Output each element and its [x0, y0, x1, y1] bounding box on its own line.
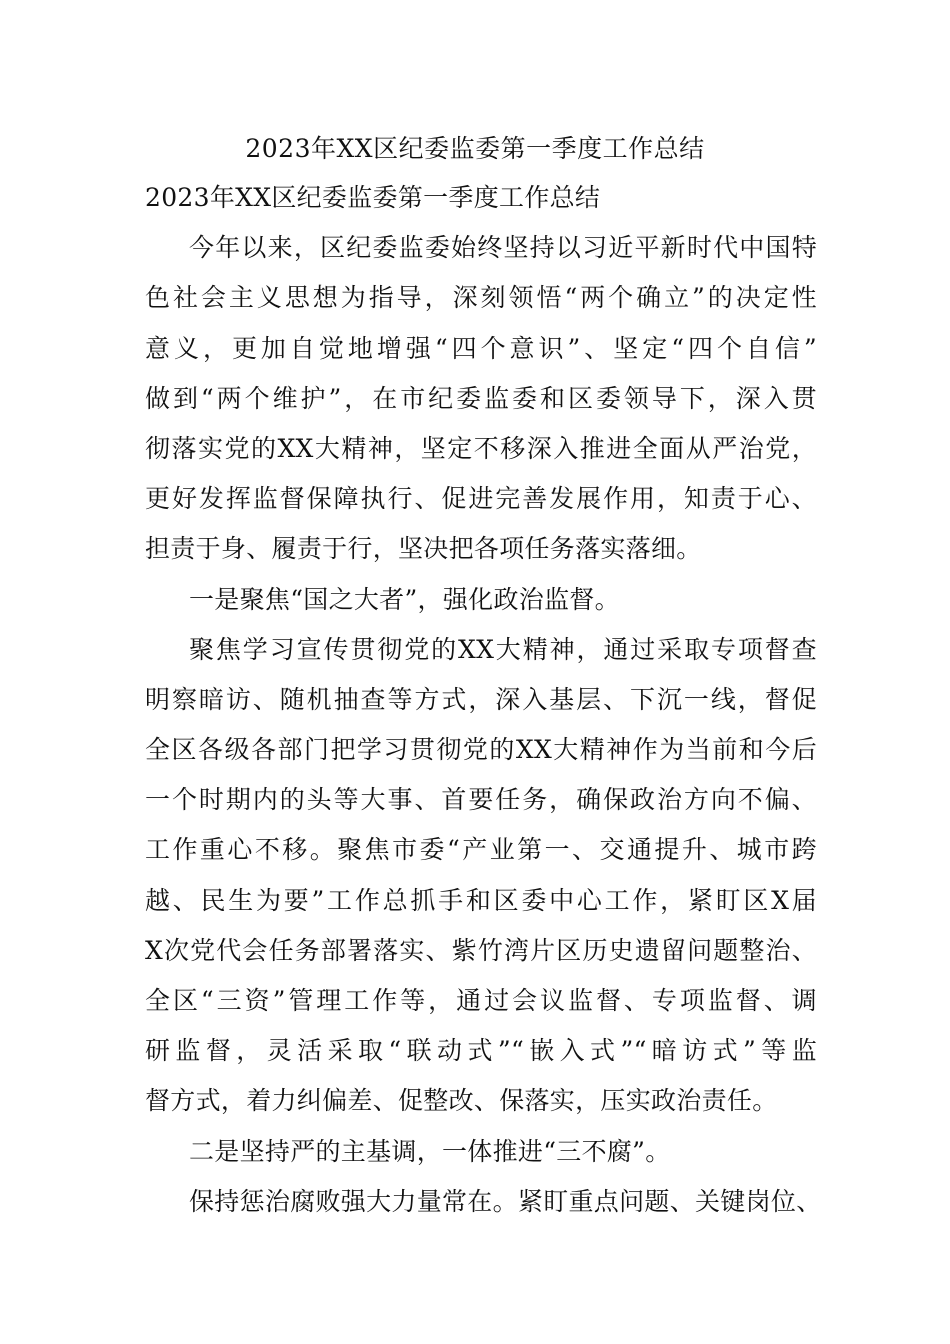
- paragraph-line: 更好发挥监督保障执行、促进完善发展作用，知责于心、: [145, 484, 817, 514]
- paragraph-line: X次党代会任务部署落实、紫竹湾片区历史遗留问题整治、: [145, 935, 817, 965]
- paragraph-line: 聚焦学习宣传贯彻党的XX大精神，通过采取专项督查: [189, 634, 817, 664]
- paragraph-line: 今年以来，区纪委监委始终坚持以习近平新时代中国特: [189, 233, 817, 263]
- paragraph-line: 研监督，灵活采取“联动式”“嵌入式”“暗访式”等监: [145, 1036, 817, 1066]
- paragraph-line: 一个时期内的头等大事、首要任务，确保政治方向不偏、: [145, 785, 817, 815]
- paragraph-line: 意义，更加自觉地增强“四个意识”、坚定“四个自信”: [145, 333, 817, 363]
- section-heading: 一是聚焦“国之大者”，强化政治监督。: [189, 584, 620, 614]
- section-heading: 二是坚持严的主基调，一体推进“三不腐”。: [189, 1136, 671, 1166]
- paragraph-line: 色社会主义思想为指导，深刻领悟“两个确立”的决定性: [145, 283, 817, 313]
- paragraph-line: 越、民生为要”工作总抓手和区委中心工作，紧盯区X届: [145, 885, 817, 915]
- paragraph-line: 工作重心不移。聚焦市委“产业第一、交通提升、城市跨: [145, 835, 817, 865]
- paragraph-line: 全区各级各部门把学习贯彻党的XX大精神作为当前和今后: [145, 735, 817, 765]
- document-body: [145, 180, 822, 1234]
- document-title: 2023年XX区纪委监委第一季度工作总结: [245, 134, 705, 163]
- paragraph-line: 保持惩治腐败强大力量常在。紧盯重点问题、关键岗位、: [189, 1186, 822, 1216]
- paragraph-line: 做到“两个维护”，在市纪委监委和区委领导下，深入贯: [145, 383, 817, 413]
- repeated-title-line: 2023年XX区纪委监委第一季度工作总结: [145, 183, 601, 212]
- paragraph-line: 担责于身、履责于行，坚决把各项任务落实落细。: [145, 534, 702, 564]
- paragraph-line: 明察暗访、随机抽查等方式，深入基层、下沉一线，督促: [145, 684, 817, 714]
- paragraph-line: 彻落实党的XX大精神，坚定不移深入推进全面从严治党，: [145, 433, 817, 463]
- paragraph-line: 督方式，着力纠偏差、促整改、保落实，压实政治责任。: [145, 1086, 778, 1116]
- paragraph-line: 全区“三资”管理工作等，通过会议监督、专项监督、调: [145, 986, 817, 1015]
